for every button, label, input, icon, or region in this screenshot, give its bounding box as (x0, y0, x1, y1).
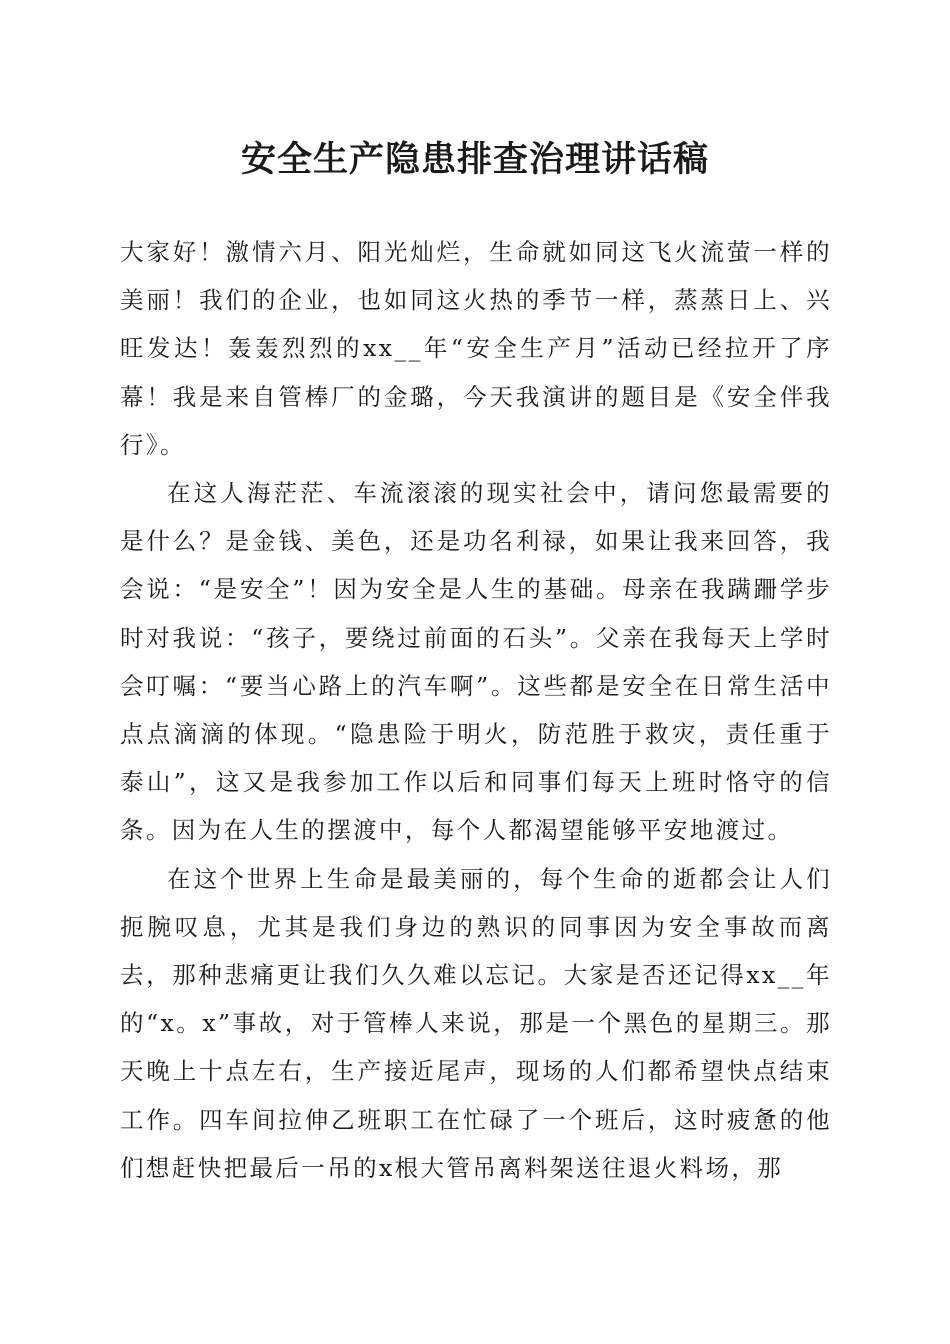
document-body (120, 228, 832, 1192)
paragraph-accident-story: 在这个世界上生命是最美丽的，每个生命的逝都会让人们扼腕叹息，尤其是我们身边的熟识的同事因为安全事故而离去，那种悲痛更让我们久久难以忘记。大家是否还记得xx__年的“x。x”事故，对于管棒人来说，那是一个黑色的星期三。那天晚上十点左右，生产接近尾声，现场的人们都希望快点结束工作。四车间拉伸乙班职工在忙碌了一个班后，这时疲惫的他们想赶快把最后一吊的x根大管吊离料架送往退火料场，那 (120, 864, 832, 1182)
paragraph-safety-importance: 在这人海茫茫、车流滚滚的现实社会中，请问您最需要的是什么？是金钱、美色，还是功名利禄，如果让我来回答，我会说：“是安全”！因为安全是人生的基础。母亲在我蹒跚学步时对我说：“孩子，要绕过前面的石头”。父亲在我每天上学时会叮嘱：“要当心路上的汽车啊”。这些都是安全在日常生活中点点滴滴的体现。“隐患险于明火，防范胜于救灾，责任重于泰山”，这又是我参加工作以后和同事们每天上班时恪守的信条。因为在人生的摆渡中，每个人都渴望能够平安地渡过。 (120, 479, 832, 845)
page-title: 安全生产隐患排查治理讲话稿 (240, 139, 709, 180)
paragraph-greeting: 大家好！激情六月、阳光灿烂，生命就如同这飞火流萤一样的美丽！我们的企业，也如同这火热的季节一样，蒸蒸日上、兴旺发达！轰轰烈烈的xx__年“安全生产月”活动已经拉开了序幕！我是来自管棒厂的金璐，今天我演讲的题目是《安全伴我行》。 (120, 238, 832, 459)
